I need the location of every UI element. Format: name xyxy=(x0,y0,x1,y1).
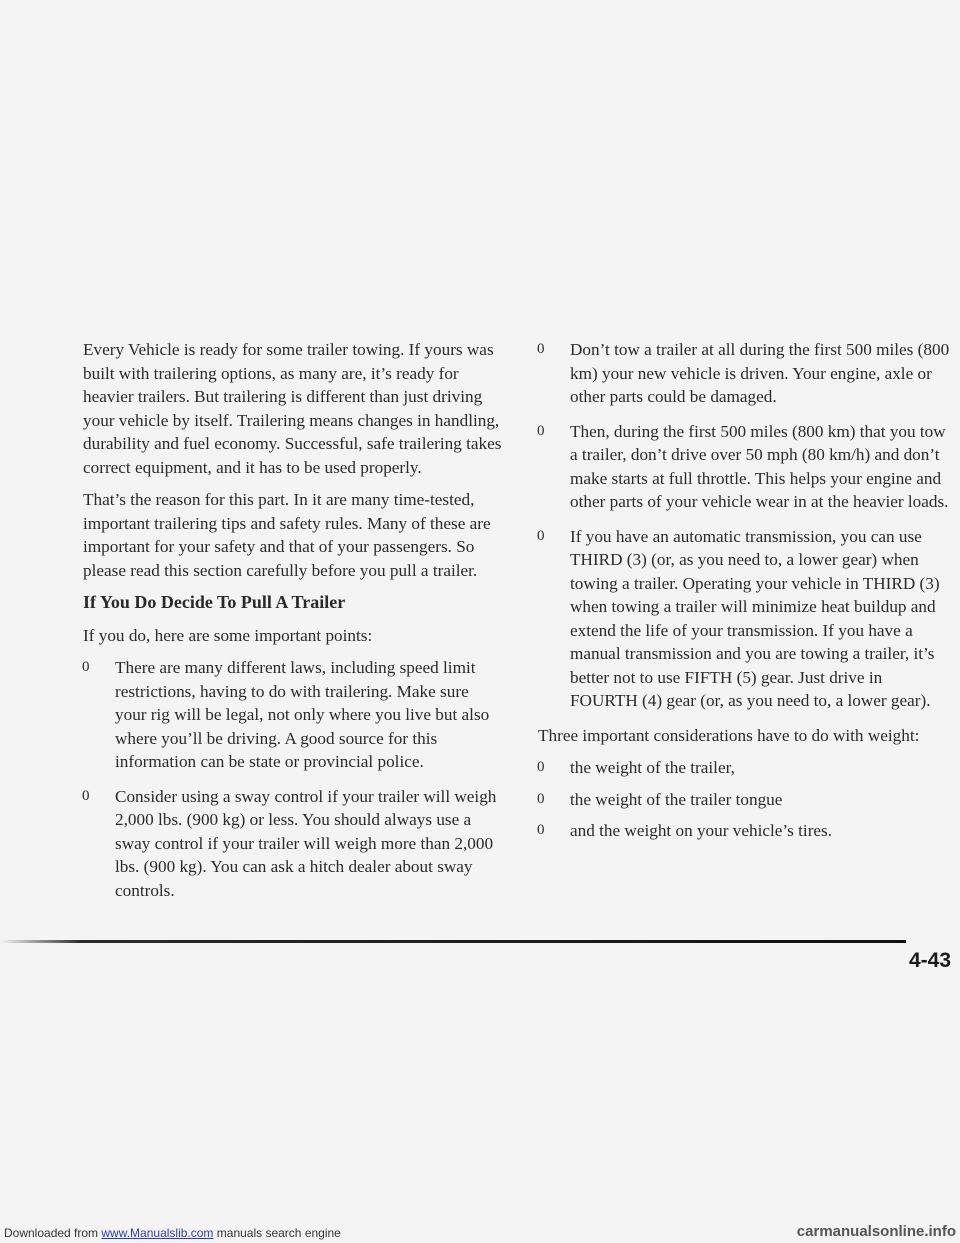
section-heading: If You Do Decide To Pull A Trailer xyxy=(83,592,346,612)
page-divider xyxy=(0,940,906,943)
list-item xyxy=(538,338,952,409)
intro-paragraph-2: That’s the reason for this part. In it are many time-tested, important trailering tips and safety rules. Many of these are important for your safety and that of your passengers. So please read this section carefully before you pull a trailer. xyxy=(83,490,491,580)
bullet-icon: 0 xyxy=(537,341,545,357)
section-lead: If you do, here are some important points: xyxy=(83,625,373,645)
list-item-text: If you have an automatic transmission, you can use THIRD (3) (or, as you need to, a lower gear) when towing a trailer. Operating your vehicle in THIRD (3) when towing a trailer will minimize heat buildup and extend the life of your transmission. If you have a manual transmission and you are towing a trailer, it’s better not to use FIFTH (5) gear. Just drive in FOURTH (4) gear (or, as you need to, a lower gear). xyxy=(570,526,940,710)
list-item xyxy=(538,756,952,780)
weight-list xyxy=(538,756,952,843)
list-item-text: the weight of the trailer, xyxy=(570,758,735,777)
list-item-text: Don’t tow a trailer at all during the first 500 miles (800 km) your new vehicle is driven. Your engine, axle or other parts could be damaged. xyxy=(570,340,950,406)
bullet-icon: 0 xyxy=(82,659,90,675)
breakin-list xyxy=(538,338,952,713)
list-item-text: Consider using a sway control if your trailer will weigh 2,000 lbs. (900 kg) or less. You should always use a sway control if your trailer will weigh more than 2,000 lbs. (900 kg). You can ask a hitch dealer about sway controls. xyxy=(115,786,497,900)
list-item xyxy=(538,525,952,713)
bullet-icon: 0 xyxy=(537,527,545,544)
manualslib-link[interactable]: www.Manualslib.com xyxy=(101,1226,214,1240)
left-column xyxy=(83,338,503,913)
download-footer xyxy=(0,1222,960,1242)
list-item xyxy=(83,656,503,774)
watermark: carmanualsonline.info xyxy=(796,1223,956,1240)
list-item-text: the weight of the trailer tongue xyxy=(570,789,783,809)
bullet-icon: 0 xyxy=(82,787,90,804)
right-column xyxy=(538,338,952,852)
footer-prefix: Downloaded from xyxy=(4,1226,102,1240)
points-list xyxy=(83,656,503,902)
bullet-icon: 0 xyxy=(537,790,545,807)
weight-lead: Three important considerations have to do with weight: xyxy=(538,725,920,745)
intro-paragraph-1: Every Vehicle is ready for some trailer towing. If yours was built with trailering options, as many are, it’s ready for heavier trailers. But trailering is different than just driving your vehicle by itself. Trailering means changes in handling, durability and fuel economy. Successful, safe trailering takes correct equipment, and it has to be used properly. xyxy=(83,340,502,477)
list-item xyxy=(538,420,952,514)
list-item xyxy=(83,785,503,903)
list-item xyxy=(538,788,952,812)
footer-source xyxy=(4,1223,341,1243)
bullet-icon: 0 xyxy=(537,422,545,439)
list-item-text: Then, during the first 500 miles (800 km) that you tow a trailer, don’t drive over 50 mph (80 km/h) and don’t make starts at full throttle. This helps your engine and other parts of your vehicle wear in at the heavier loads. xyxy=(570,421,949,511)
bullet-icon: 0 xyxy=(537,822,545,838)
footer-suffix: manuals search engine xyxy=(213,1226,341,1240)
list-item-text: and the weight on your vehicle’s tires. xyxy=(570,821,833,840)
page-number: 4-43 xyxy=(908,949,951,972)
bullet-icon: 0 xyxy=(537,759,545,775)
list-item xyxy=(538,819,952,843)
list-item-text: There are many different laws, including speed limit restrictions, having to do with trailering. Make sure your rig will be legal, not only where you live but also where you’ll be driving. A good source for this information can be state or provincial police. xyxy=(115,658,490,771)
